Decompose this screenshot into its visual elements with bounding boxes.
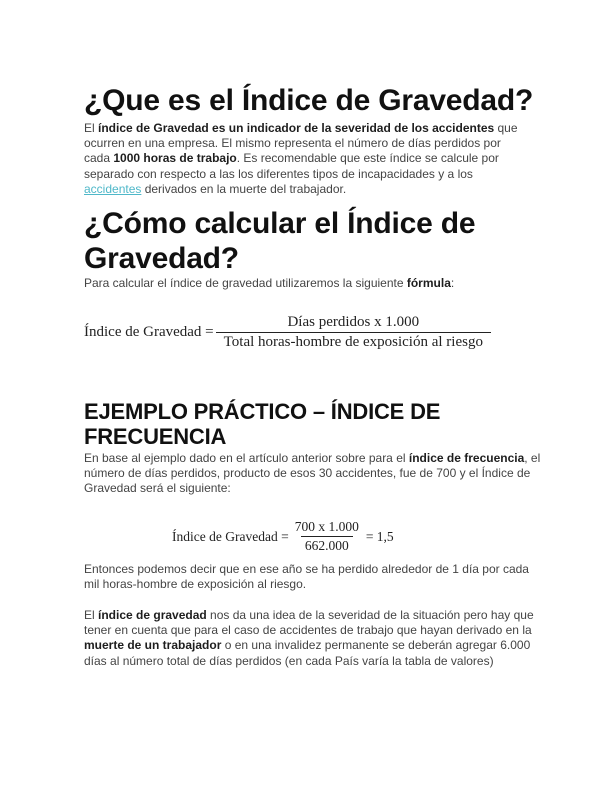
formula-general bbox=[84, 314, 491, 351]
heading-como-calcular: ¿Cómo calcular el Índice de Gravedad? bbox=[84, 207, 476, 275]
formula-fraction bbox=[291, 519, 363, 554]
text: que ocurren en una empresa. El mismo representa el número de días perdidos por cada bbox=[84, 121, 518, 166]
intro-paragraph bbox=[84, 121, 524, 197]
bold-text: muerte de un trabajador bbox=[84, 638, 222, 653]
text: : bbox=[450, 276, 455, 290]
formula-numerator: Días perdidos x 1.000 bbox=[287, 314, 420, 330]
accidentes-link[interactable]: accidentes bbox=[84, 181, 142, 196]
bold-text: índice de frecuencia bbox=[408, 451, 525, 465]
text: , el número de días perdidos, producto de esos 30 accidentes, fue de 700 y el Índice de Gravedad será el siguiente: bbox=[84, 451, 541, 496]
text: . Es recomendable que este índice se calcule por separado con respecto a las los diferentes tipos de incapacidades y a los bbox=[84, 151, 499, 181]
example-paragraph bbox=[84, 451, 544, 497]
heading-que-es: ¿Que es el Índice de Gravedad? bbox=[84, 84, 534, 117]
bold-text: fórmula bbox=[406, 276, 451, 290]
text: Para calcular el índice de gravedad utilizaremos la siguiente bbox=[84, 276, 407, 290]
heading-ejemplo-practico: EJEMPLO PRÁCTICO – ÍNDICE DE FRECUENCIA bbox=[84, 399, 441, 449]
text: nos da una idea de la severidad de la situación pero hay que tener en cuenta que para el caso de accidentes de trabajo que hayan derivado en la bbox=[84, 608, 534, 638]
formula-intro-paragraph bbox=[84, 276, 544, 291]
formula-denominator: 662.000 bbox=[301, 536, 353, 554]
bold-text: índice de Gravedad es un indicador de la severidad de los accidentes bbox=[98, 121, 495, 135]
formula-lhs: Índice de Gravedad = bbox=[84, 324, 214, 340]
text: El bbox=[84, 608, 99, 622]
text: derivados en la muerte del trabajador. bbox=[141, 181, 347, 196]
conclusion-paragraph: Entonces podemos decir que en ese año se ha perdido alrededor de 1 día por cada mil horas-hombre de exposición al riesgo. bbox=[84, 562, 529, 592]
formula-lhs: Índice de Gravedad = bbox=[172, 528, 289, 544]
note-paragraph bbox=[84, 608, 554, 669]
text: o en una invalidez permanente se deberán agregar 6.000 días al número total de días perdidos (en cada País varía la tabla de valores) bbox=[84, 638, 531, 668]
formula-fraction bbox=[216, 314, 491, 351]
text: El bbox=[84, 121, 99, 135]
formula-denominator: Total horas-hombre de exposición al riesgo bbox=[216, 332, 491, 351]
bold-text: 1000 horas de trabajo bbox=[113, 151, 237, 166]
bold-text: índice de gravedad bbox=[98, 608, 207, 622]
text: En base al ejemplo dado en el artículo anterior sobre para el bbox=[84, 451, 409, 465]
formula-numerator: 700 x 1.000 bbox=[294, 519, 359, 534]
formula-example bbox=[172, 519, 394, 554]
formula-result: = 1,5 bbox=[365, 528, 394, 544]
